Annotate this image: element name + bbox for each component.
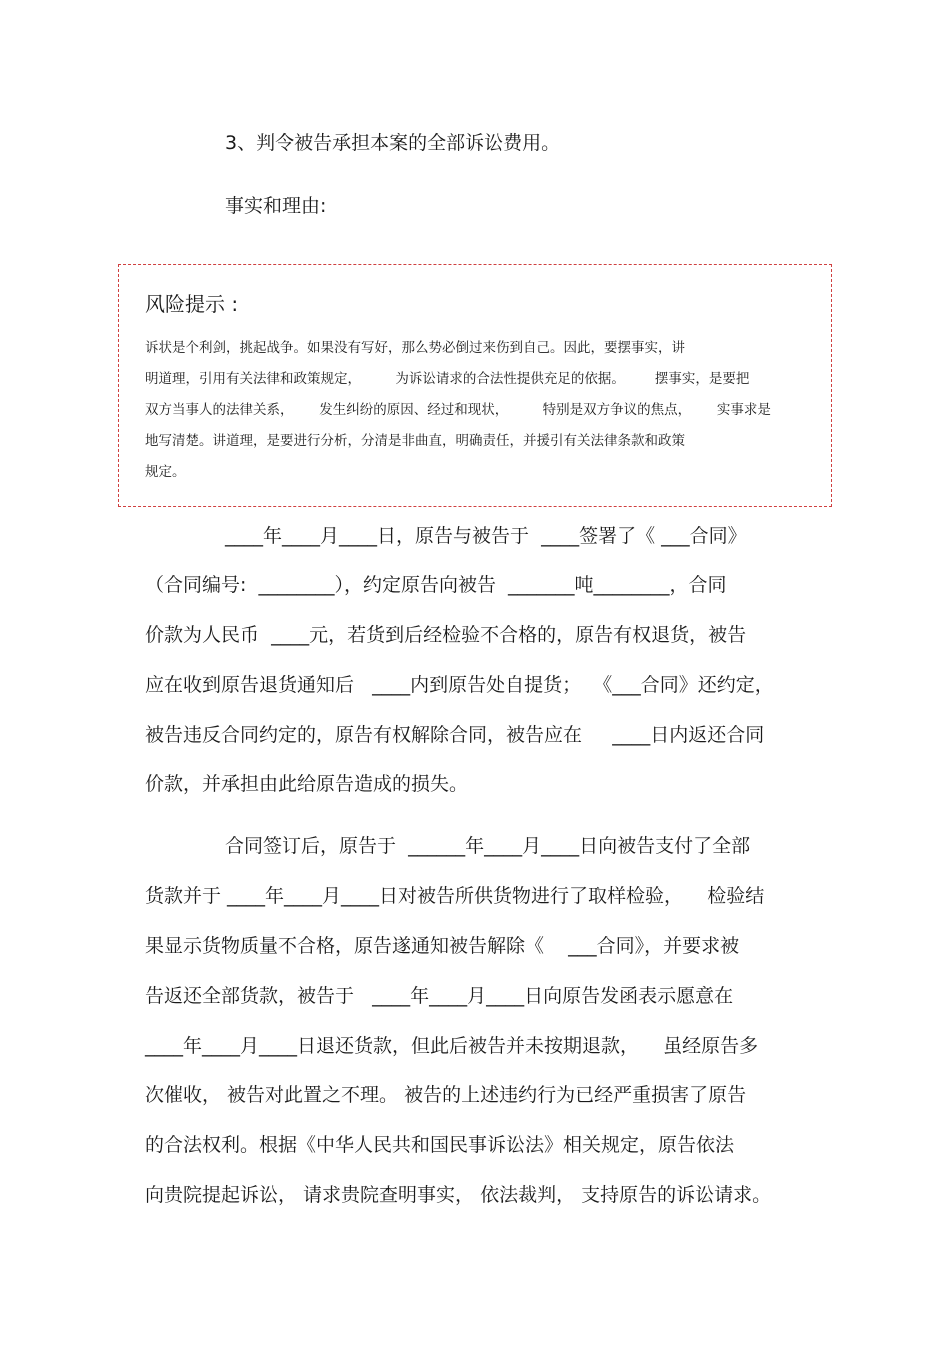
body-text-line: ____年____月____日，原告与被告于 ____签署了《 ___合同》 bbox=[225, 525, 747, 547]
body-text-line: 告返还全部货款，被告于 ____年____月____日向原告发函表示愿意在 bbox=[145, 985, 734, 1007]
body-text-line: 价款，并承担由此给原告造成的损失。 bbox=[145, 773, 469, 795]
risk-notice-line: 明道理，引用有关法律和政策规定， 为诉讼请求的合法性提供充足的依据。 摆事实，是要把 bbox=[145, 371, 750, 387]
body-text-line: 次催收， 被告对此置之不理。 被告的上述违约行为已经严重损害了原告 bbox=[145, 1084, 747, 1106]
risk-notice-line: 地写清楚。讲道理，是要进行分析，分清是非曲直，明确责任，并援引有关法律条款和政策 bbox=[145, 433, 685, 449]
risk-notice-line: 双方当事人的法律关系， 发生纠纷的原因、经过和现状， 特别是双方争议的焦点， 实事求是 bbox=[145, 402, 771, 418]
body-text-line: 合同签订后，原告于 ______年____月____日向被告支付了全部 bbox=[225, 835, 751, 857]
body-text-line: 应在收到原告退货通知后 ____内到原告处自提货； 《___合同》还约定， bbox=[145, 674, 774, 696]
risk-notice-title: 风险提示 : bbox=[145, 292, 239, 316]
body-text-line: 货款并于 ____年____月____日对被告所供货物进行了取样检验， 检验结 bbox=[145, 885, 765, 907]
body-text-line: ____年____月____日退还货款，但此后被告并未按期退款， 虽经原告多 bbox=[145, 1035, 759, 1057]
body-text-line: 的合法权利。根据《中华人民共和国民事诉讼法》相关规定，原告依法 bbox=[145, 1134, 735, 1156]
body-text-line: 向贵院提起诉讼， 请求贵院查明事实， 依法裁判， 支持原告的诉讼请求。 bbox=[145, 1184, 772, 1206]
risk-notice-line: 规定。 bbox=[145, 464, 186, 480]
risk-notice-line: 诉状是个利剑，挑起战争。如果没有写好，那么势必倒过来伤到自己。因此，要摆事实，讲 bbox=[145, 340, 685, 356]
claim-item-3: 3、判令被告承担本案的全部诉讼费用。 bbox=[225, 132, 561, 154]
body-text-line: 价款为人民币 ____元，若货到后经检验不合格的，原告有权退货，被告 bbox=[145, 624, 747, 646]
body-text-line: （合同编号: ________），约定原告向被告 _______吨________，合同 bbox=[145, 574, 727, 596]
body-text-line: 被告违反合同约定的，原告有权解除合同，被告应在 ____日内返还合同 bbox=[145, 724, 765, 746]
facts-heading: 事实和理由: bbox=[225, 195, 327, 217]
body-text-line: 果显示货物质量不合格，原告遂通知被告解除《 ___合同》，并要求被 bbox=[145, 935, 740, 957]
